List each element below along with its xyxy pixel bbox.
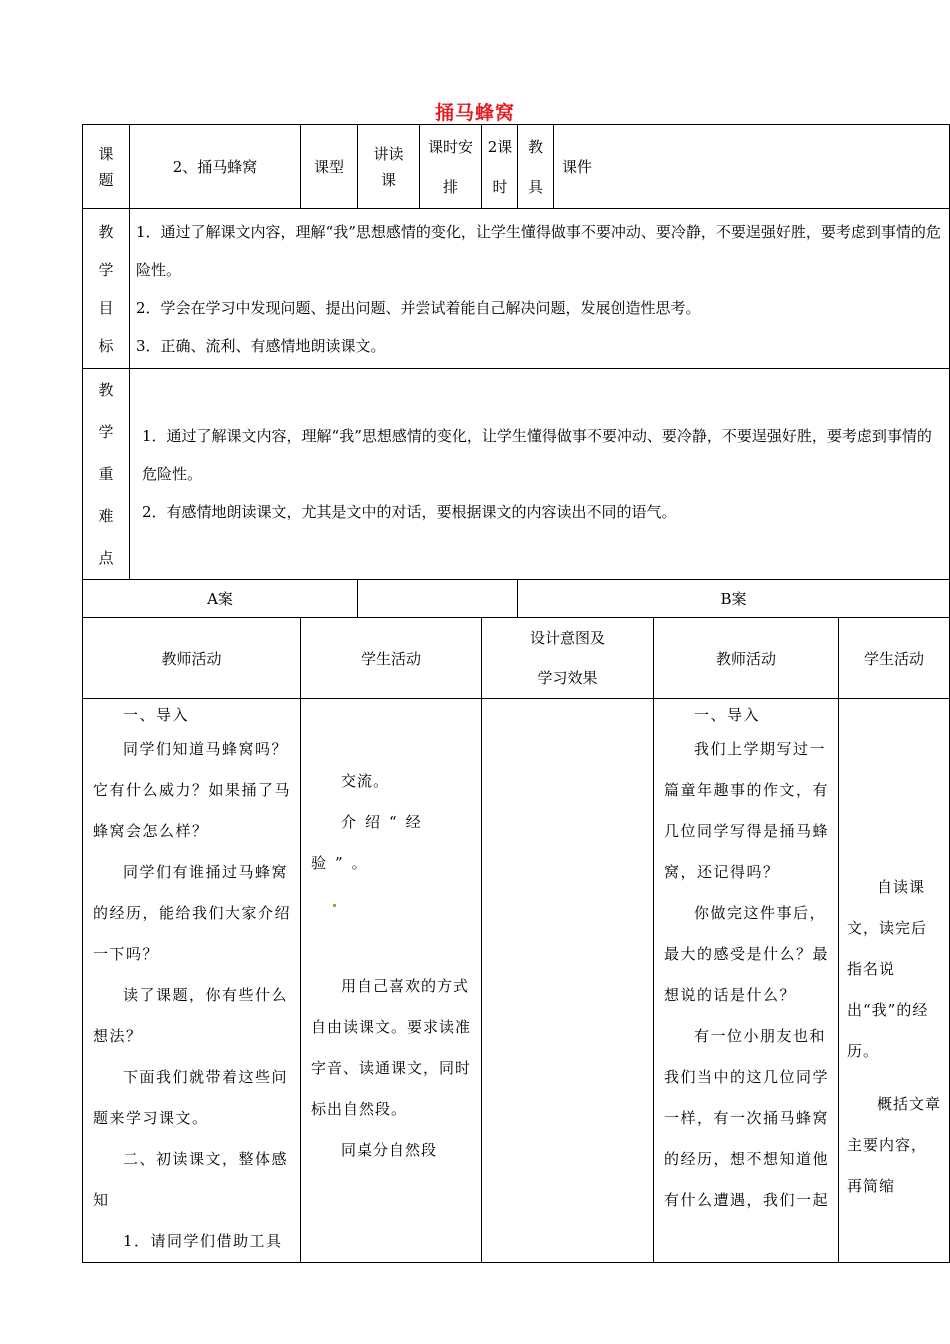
col-teacher-a: 教师活动	[83, 618, 301, 699]
teacher-b-activities	[654, 699, 839, 1263]
key-point-item: 2．有感情地朗读课文，尤其是文中的对话，要根据课文的内容读出不同的语气。	[142, 503, 677, 521]
objectives-label: 教学目标	[98, 222, 114, 355]
column-header-row	[83, 618, 950, 699]
teacher-b-para: 一、导入	[694, 706, 761, 724]
type-value: 讲读课	[373, 144, 404, 189]
teacher-b-para: 你做完这件事后，最大的感受是什么？最想说的话是什么？	[664, 904, 830, 1004]
teacher-a-activities	[83, 699, 301, 1263]
plan-row	[83, 580, 950, 618]
student-a-para: 介绍“经验”。	[311, 813, 430, 872]
objective-item: 1．通过了解课文内容，理解“我”思想感情的变化，让学生懂得做事不要冲动、要冷静，不要逞强好胜，要考虑到事情的危险性。	[136, 222, 941, 279]
key-points-label: 教学重难点	[98, 381, 114, 567]
topic-label: 课题	[98, 144, 114, 189]
teacher-a-para: 同学们有谁捅过马蜂窝的经历，能给我们大家介绍一下吗？	[93, 863, 292, 963]
teacher-a-para: 读了课题，你有些什么想法？	[93, 986, 289, 1045]
key-points-label-cell	[83, 369, 130, 580]
tools-label: 教具	[527, 137, 543, 196]
student-a-activities	[301, 699, 482, 1263]
hours-value: 2课时	[487, 137, 513, 196]
student-a-para: 同桌分自然段	[341, 1141, 438, 1159]
hours-value-cell	[482, 125, 518, 209]
lesson-plan-table	[82, 124, 950, 1263]
col-design: 设计意图及学习效果	[529, 629, 605, 687]
teacher-b-para: 有一位小朋友也和我们当中的这几位同学一样，有一次捅马蜂窝的经历，想不想知道他有什么遭遇，我们一起	[664, 1027, 830, 1209]
tools-value: 课件	[554, 125, 950, 209]
topic-label-cell	[83, 125, 130, 209]
objective-item: 3．正确、流利、有感情地朗读课文。	[136, 336, 386, 355]
objective-item: 2．学会在学习中发现问题、提出问题、并尝试着能自己解决问题，发展创造性思考。	[136, 298, 701, 317]
teacher-a-para: 一、导入	[123, 706, 190, 724]
teacher-a-para: 下面我们就带着这些问题来学习课文。	[93, 1068, 289, 1127]
key-point-item: 1．通过了解课文内容，理解“我”思想感情的变化，让学生懂得做事不要冲动、要冷静，不要逞强好胜，要考虑到事情的危险性。	[142, 427, 932, 483]
student-b-activities	[839, 699, 950, 1263]
hours-label-cell	[420, 125, 482, 209]
student-a-para: 交流。	[341, 772, 390, 790]
col-student-a: 学生活动	[301, 618, 482, 699]
header-row	[83, 125, 950, 209]
activities-row	[83, 699, 950, 1263]
tools-label-cell	[518, 125, 554, 209]
col-design-cell	[482, 618, 654, 699]
student-b-para: 概括文章主要内容，再简缩	[847, 1095, 942, 1195]
plan-b-label: B案	[518, 580, 950, 618]
student-a-spacer	[311, 884, 473, 966]
plan-blank-cell	[358, 580, 518, 618]
objectives-label-cell	[83, 209, 130, 369]
type-value-cell	[358, 125, 420, 209]
key-points-content	[130, 369, 950, 580]
objectives-row	[83, 209, 950, 369]
type-label: 课型	[301, 125, 358, 209]
teacher-a-para: 二、初读课文，整体感知	[93, 1150, 289, 1209]
design-intent-cell	[482, 699, 654, 1263]
student-a-para: 用自己喜欢的方式自由读课文。要求读准字音、读通课文，同时标出自然段。	[311, 977, 472, 1118]
plan-a-label: A案	[83, 580, 358, 618]
student-b-para: 自读课文，读完后指名说出“我”的经历。	[847, 878, 929, 1060]
objectives-content	[130, 209, 950, 369]
key-points-row	[83, 369, 950, 580]
teacher-a-para: 同学们知道马蜂窝吗？它有什么威力？如果捅了马蜂窝会怎么样？	[93, 740, 292, 840]
mark-dot	[333, 904, 336, 907]
page-title: 捅马蜂窝	[434, 102, 515, 124]
hours-label: 课时安排	[427, 137, 473, 196]
lesson-name: 2、捅马蜂窝	[130, 125, 301, 209]
col-student-b: 学生活动	[839, 618, 950, 699]
col-teacher-b: 教师活动	[654, 618, 839, 699]
teacher-b-para: 我们上学期写过一篇童年趣事的作文，有几位同学写得是捅马蜂窝，还记得吗？	[664, 740, 830, 881]
teacher-a-para: 1．请同学们借助工具	[123, 1232, 283, 1250]
